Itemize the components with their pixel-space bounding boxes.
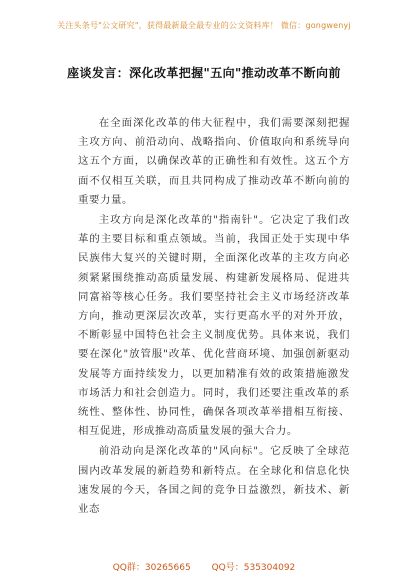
paragraph-frontier-trend: 前沿动向是深化改革的"风向标"。它反映了全球范围内改革发展的新趋势和新特点。在全球化和信息化快速发展的今天，各国之间的竞争日益激烈，新技术、新业态 (78, 445, 350, 516)
paragraph-main-direction: 主攻方向是深化改革的"指南针"。它决定了我们改革的主要目标和重点领域。当前，我国正处于实现中华民族伟大复兴的关键时期，全面深化改革的主攻方向必须紧紧围绕推动高质量发展、构建新发展格局、促进共同富裕等核心任务。我们要坚持社会主义市场经济改革方向，推动更深层次改革，实行更高水平的对外开放，不断彰显中国特色社会主义制度优势。具体来说，我们要在深化"放管服"改革、优化营商环境、加强创新驱动发展等方面持续发力，以更加精准有效的政策措施激发市场活力和社会创造力。同时，我们还要注重改革的系统性、整体性、协同性，确保各项改革举措相互衔接、相互促进，形成推动高质量发展的强大合力。 (78, 214, 350, 438)
footer-watermark (0, 560, 408, 573)
paragraph-intro: 在全面深化改革的伟大征程中，我们需要深刻把握主攻方向、前沿动向、战略指向、价值取向和系统导向这五个方面，以确保改革的正确性和有效性。这五个方面不仅相互关联，而且共同构成了推动改革不断向前的重要力量。 (78, 117, 350, 206)
header-watermark: 关注头条号"公文研究"，获得最新最全最专业的公文资料库！ 微信：gongwenyj (57, 21, 351, 30)
document-body (78, 114, 350, 520)
footer-qq-group: QQ群：30265665 (112, 563, 191, 573)
document-title: 座谈发言：深化改革把握"五向"推动改革不断向前 (67, 66, 341, 80)
footer-qq-number: QQ号：535304092 (211, 563, 296, 573)
